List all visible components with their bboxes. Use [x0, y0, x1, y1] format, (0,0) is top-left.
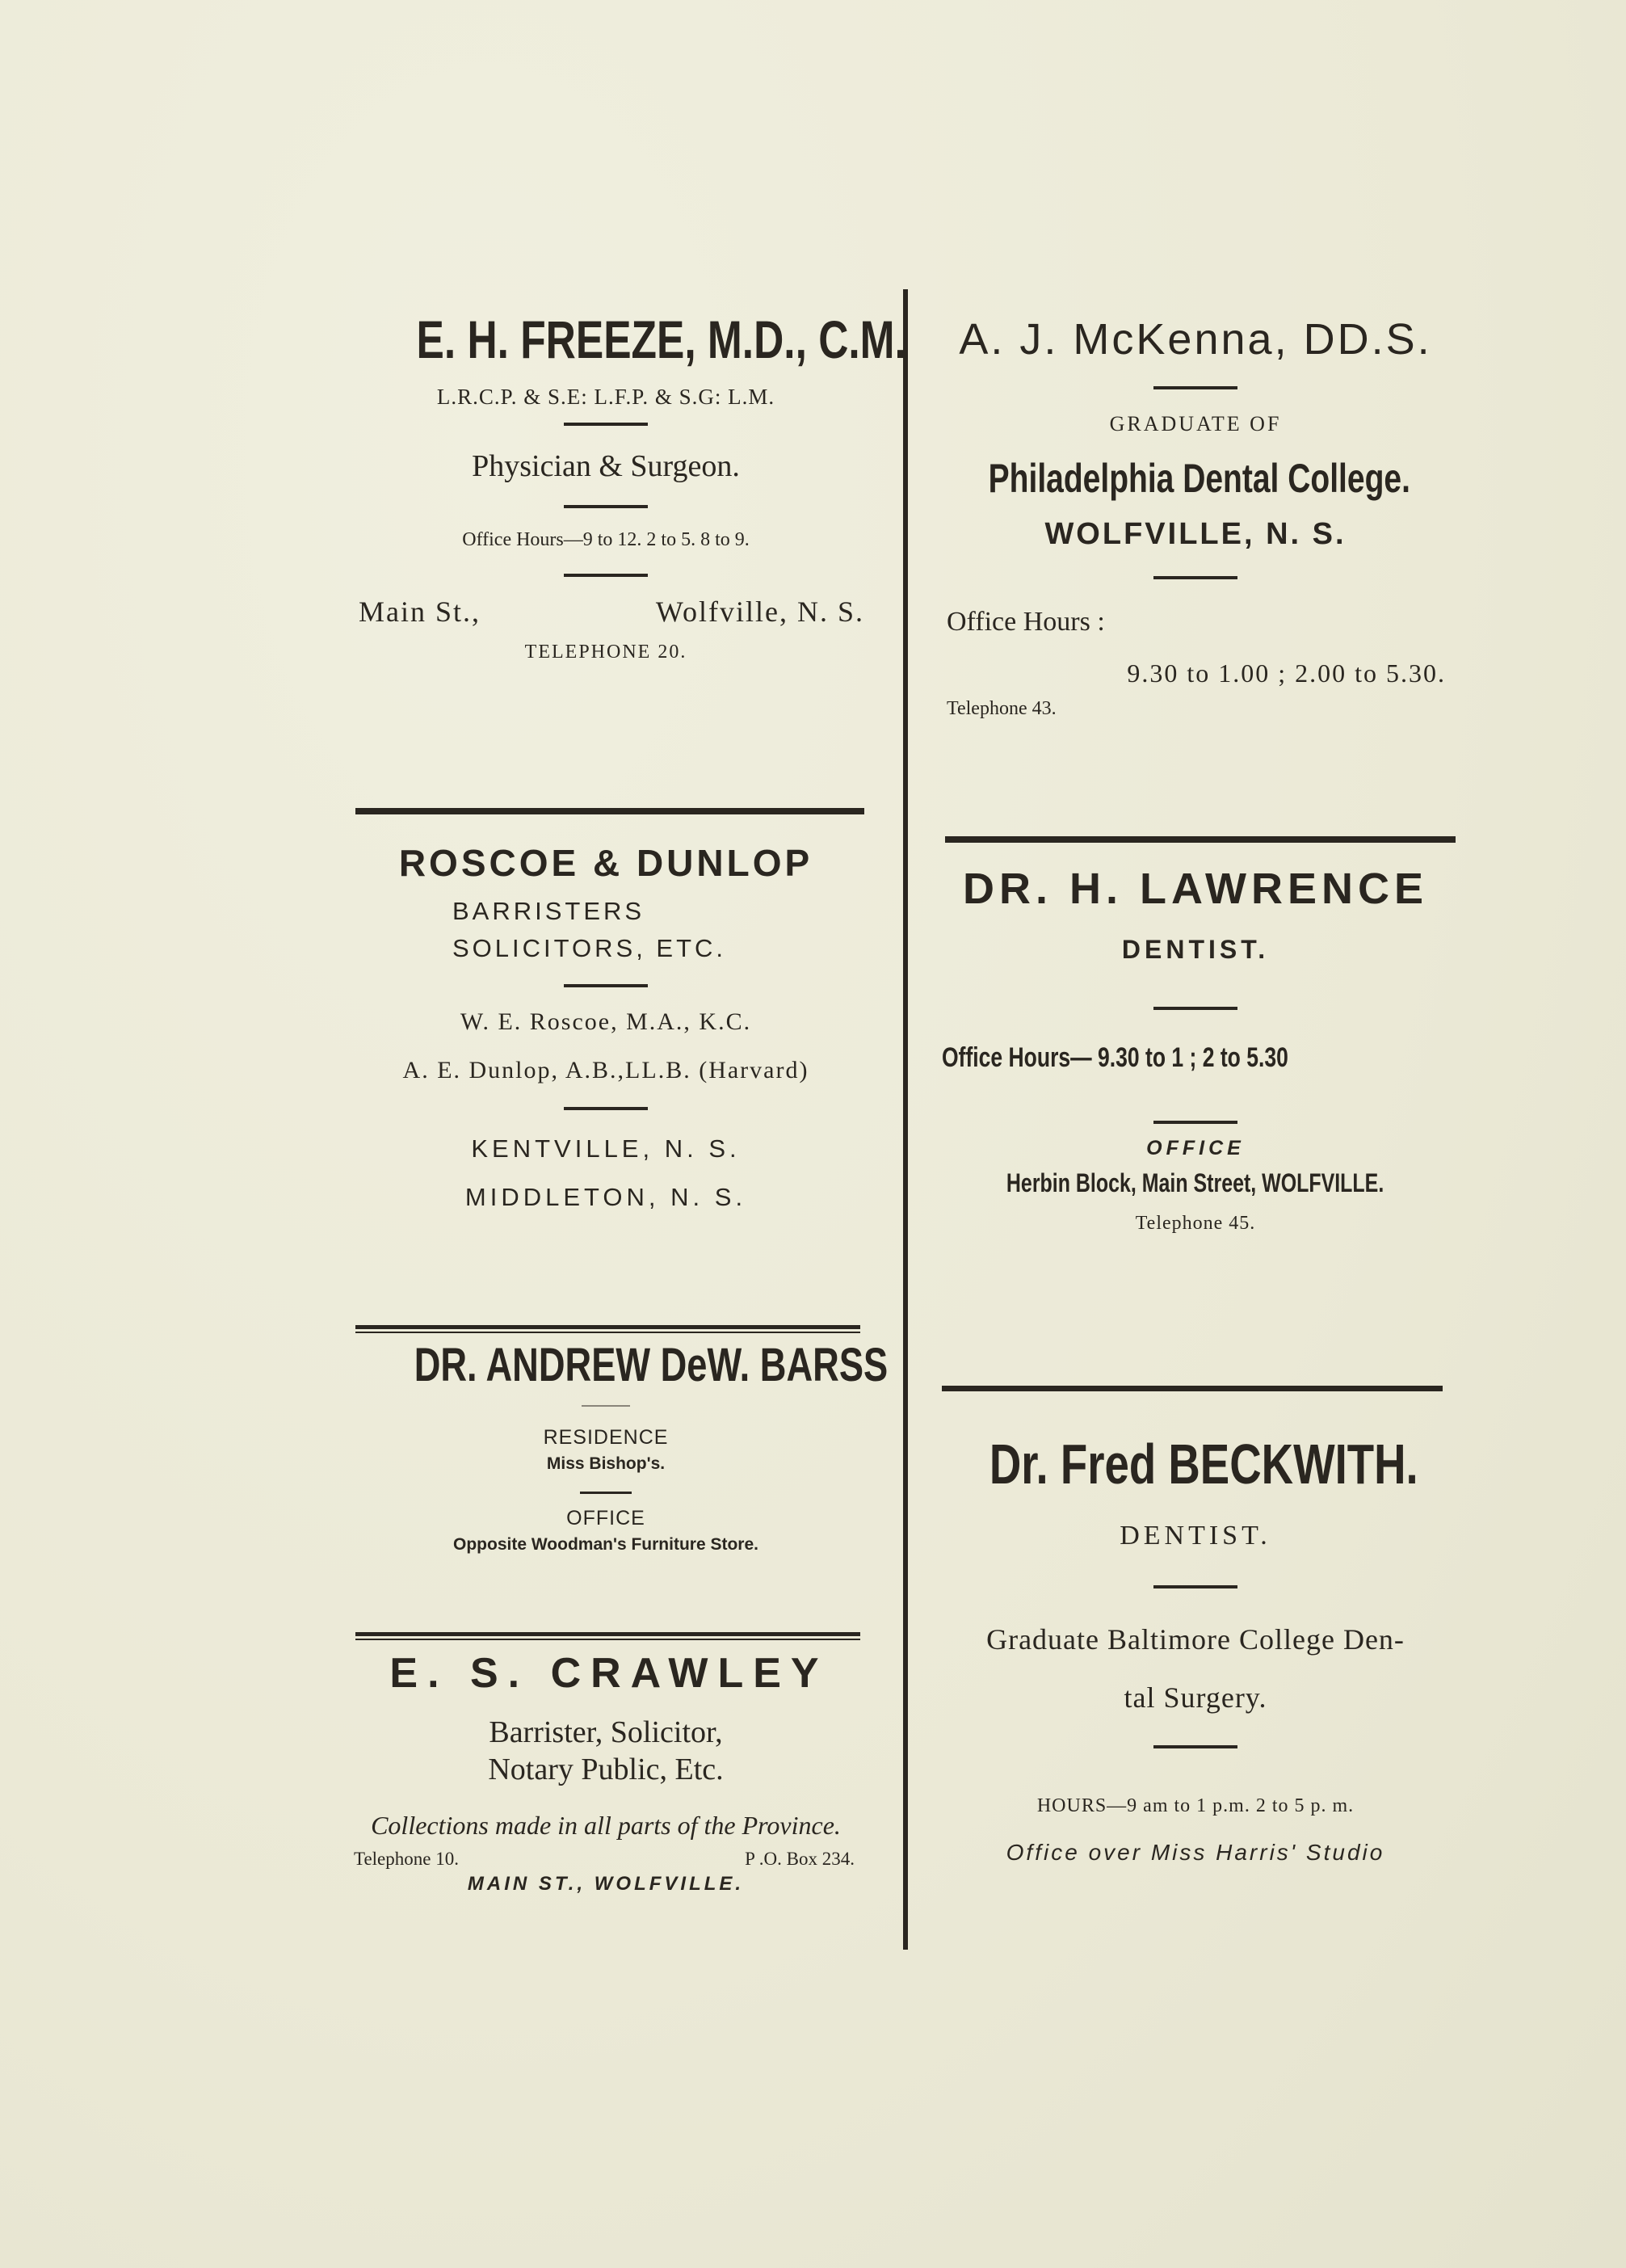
crawley-address: MAIN ST., WOLFVILLE. [467, 1873, 745, 1895]
section-rule [355, 1632, 860, 1640]
roscoe-town1: KENTVILLE, N. S. [471, 1134, 741, 1163]
beckwith-hours: HOURS—9 am to 1 p.m. 2 to 5 p. m. [1036, 1795, 1355, 1816]
lawrence-office: Herbin Block, Main Street, WOLFVILLE. [1006, 1168, 1384, 1197]
barss-office: Opposite Woodman's Furniture Store. [453, 1535, 758, 1554]
mckenna-name: A. J. McKenna, DD.S. [959, 315, 1432, 364]
crawley-line2: Notary Public, Etc. [488, 1753, 724, 1786]
roscoe-partner1: W. E. Roscoe, M.A., K.C. [460, 1008, 752, 1035]
divider [564, 574, 648, 577]
divider [1153, 386, 1237, 389]
barss-name: DR. ANDREW DeW. BARSS [414, 1339, 889, 1391]
barss-residence-label: RESIDENCE [543, 1426, 669, 1449]
barss-residence: Miss Bishop's. [546, 1454, 666, 1473]
divider [564, 1107, 648, 1110]
beckwith-name: Dr. Fred BECKWITH. [989, 1433, 1418, 1496]
beckwith-office: Office over Miss Harris' Studio [1006, 1840, 1385, 1865]
lawrence-telephone: Telephone 45. [1135, 1213, 1256, 1234]
roscoe-town2: MIDDLETON, N. S. [464, 1183, 747, 1211]
divider [1153, 1121, 1237, 1124]
lawrence-name: DR. H. LAWRENCE [963, 865, 1428, 913]
crawley-telephone: Telephone 10. [354, 1849, 459, 1869]
roscoe-partner2: A. E. Dunlop, A.B.,LL.B. (Harvard) [402, 1057, 809, 1084]
section-rule [355, 808, 864, 814]
roscoe-line1: BARRISTERS [452, 897, 645, 925]
divider [580, 1492, 632, 1494]
freeze-address-street: Main St., [359, 595, 481, 628]
crawley-line1: Barrister, Solicitor, [489, 1715, 723, 1749]
roscoe-line2: SOLICITORS, ETC. [452, 934, 727, 962]
mckenna-town: WOLFVILLE, N. S. [1044, 517, 1347, 551]
mckenna-graduate: GRADUATE OF [1109, 412, 1282, 436]
mckenna-telephone: Telephone 43. [947, 698, 1057, 719]
freeze-title: Physician & Surgeon. [472, 449, 740, 483]
beckwith-grad1: Graduate Baltimore College Den- [986, 1623, 1405, 1656]
crawley-contact [347, 1849, 864, 1870]
freeze-address-town: Wolfville, N. S. [655, 595, 864, 628]
beckwith-grad2: tal Surgery. [1124, 1681, 1267, 1714]
divider [564, 505, 648, 508]
crawley-note: Collections made in all parts of the Province. [371, 1811, 841, 1840]
beckwith-title: DENTIST. [1120, 1521, 1271, 1551]
section-rule [942, 1386, 1443, 1391]
freeze-telephone: TELEPHONE 20. [524, 642, 687, 663]
crawley-name: E. S. CRAWLEY [389, 1650, 829, 1697]
mckenna-hours-label: Office Hours : [947, 607, 1105, 637]
beckwith-card [929, 1430, 1462, 1866]
barss-office-label: OFFICE [566, 1507, 645, 1530]
lawrence-hours: Office Hours— 9.30 to 1 ; 2 to 5.30 [942, 1042, 1288, 1073]
lawrence-title: DENTIST. [1121, 935, 1270, 964]
freeze-address [347, 595, 864, 629]
roscoe-name: ROSCOE & DUNLOP [398, 842, 813, 884]
mckenna-hours: 9.30 to 1.00 ; 2.00 to 5.30. [1127, 659, 1446, 688]
freeze-quals: L.R.C.P. & S.E: L.F.P. & S.G: L.M. [436, 385, 775, 409]
mckenna-card [929, 307, 1462, 720]
divider [582, 1405, 630, 1407]
divider [1153, 1585, 1237, 1588]
lawrence-card [929, 860, 1462, 1235]
barss-card [347, 1337, 889, 1555]
column-divider [903, 289, 908, 1950]
divider [1153, 1745, 1237, 1748]
divider [1153, 1007, 1237, 1010]
crawley-card [347, 1648, 864, 1896]
section-rule [355, 1325, 860, 1333]
section-rule [945, 836, 1456, 843]
freeze-card [347, 307, 906, 663]
freeze-name: E. H. FREEZE, M.D., C.M. [416, 309, 906, 369]
divider [1153, 576, 1237, 579]
divider [564, 423, 648, 426]
roscoe-card [347, 840, 864, 1212]
lawrence-office-label: OFFICE [1146, 1137, 1245, 1159]
crawley-pobox: P .O. Box 234. [745, 1849, 855, 1869]
freeze-hours: Office Hours—9 to 12. 2 to 5. 8 to 9. [462, 529, 750, 550]
divider [564, 984, 648, 987]
mckenna-college: Philadelphia Dental College. [988, 456, 1410, 501]
